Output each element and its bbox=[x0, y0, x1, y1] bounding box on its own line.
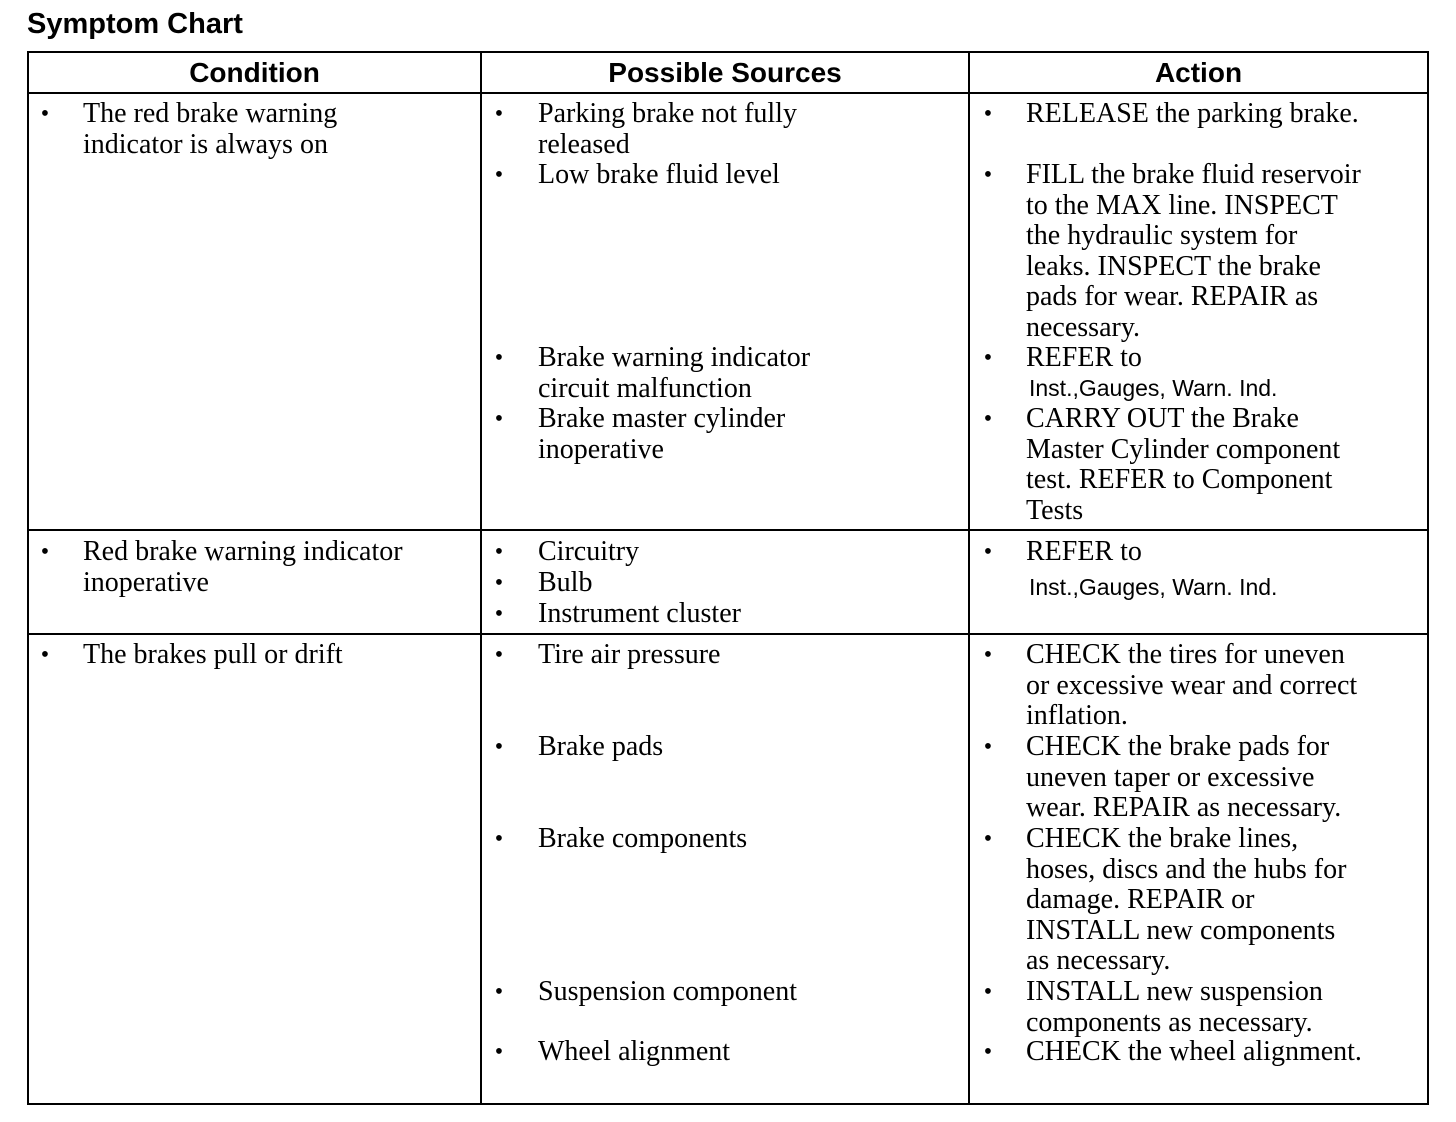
condition-cell: The red brake warning indicator is always on bbox=[83, 98, 338, 160]
bullet: • bbox=[983, 101, 993, 127]
source-item: Brake pads bbox=[538, 731, 664, 762]
action-item: REFER to bbox=[1026, 536, 1142, 567]
table-border-bottom bbox=[27, 1103, 1429, 1105]
action-item: INSTALL new suspension components as necessary. bbox=[1026, 976, 1323, 1038]
bullet: • bbox=[983, 826, 993, 852]
source-item: Bulb bbox=[538, 567, 593, 598]
bullet: • bbox=[983, 979, 993, 1005]
action-item: CHECK the wheel alignment. bbox=[1026, 1036, 1362, 1067]
table-border-right bbox=[1427, 51, 1429, 1105]
bullet: • bbox=[983, 642, 993, 668]
action-item: REFER to bbox=[1026, 342, 1142, 373]
bullet: • bbox=[983, 1039, 993, 1065]
bullet: • bbox=[494, 539, 504, 565]
condition-cell: Red brake warning indicator inoperative bbox=[83, 536, 403, 598]
source-item: Tire air pressure bbox=[538, 639, 721, 670]
action-item: FILL the brake fluid reservoir to the MAX line. INSPECT the hydraulic system for leaks. INSPECT the brake pads for wear. REPAIR as necessary. bbox=[1026, 159, 1361, 343]
row-divider bbox=[27, 633, 1429, 635]
bullet: • bbox=[983, 734, 993, 760]
bullet: • bbox=[494, 642, 504, 668]
bullet: • bbox=[494, 826, 504, 852]
reference-link[interactable]: Inst.,Gauges, Warn. Ind. bbox=[1029, 375, 1278, 401]
bullet: • bbox=[494, 406, 504, 432]
source-item: Circuitry bbox=[538, 536, 640, 567]
action-item: RELEASE the parking brake. bbox=[1026, 98, 1359, 129]
bullet: • bbox=[494, 979, 504, 1005]
row-divider bbox=[27, 529, 1429, 531]
bullet: • bbox=[40, 101, 50, 127]
action-item: CARRY OUT the Brake Master Cylinder component test. REFER to Component Tests bbox=[1026, 403, 1341, 526]
source-item: Instrument cluster bbox=[538, 598, 741, 629]
bullet: • bbox=[983, 406, 993, 432]
bullet: • bbox=[40, 642, 50, 668]
header-action: Action bbox=[1154, 57, 1243, 88]
bullet: • bbox=[494, 162, 504, 188]
bullet: • bbox=[494, 570, 504, 596]
source-item: Brake warning indicator circuit malfunction bbox=[538, 342, 811, 404]
page-title: Symptom Chart bbox=[27, 8, 243, 40]
table-border-left bbox=[27, 51, 29, 1105]
bullet: • bbox=[494, 345, 504, 371]
column-divider bbox=[968, 51, 970, 1105]
source-item: Wheel alignment bbox=[538, 1036, 731, 1067]
bullet: • bbox=[494, 101, 504, 127]
action-item: CHECK the tires for uneven or excessive wear and correct inflation. bbox=[1026, 639, 1358, 731]
source-item: Brake components bbox=[538, 823, 748, 854]
bullet: • bbox=[983, 162, 993, 188]
bullet: • bbox=[494, 601, 504, 627]
bullet: • bbox=[983, 539, 993, 565]
bullet: • bbox=[494, 734, 504, 760]
header-condition: Condition bbox=[189, 57, 320, 88]
source-item: Suspension component bbox=[538, 976, 797, 1007]
action-item: CHECK the brake pads for uneven taper or excessive wear. REPAIR as necessary. bbox=[1026, 731, 1342, 823]
bullet: • bbox=[983, 345, 993, 371]
reference-link[interactable]: Inst.,Gauges, Warn. Ind. bbox=[1029, 574, 1278, 600]
condition-cell: The brakes pull or drift bbox=[83, 639, 343, 670]
source-item: Parking brake not fully released bbox=[538, 98, 797, 160]
bullet: • bbox=[494, 1039, 504, 1065]
header-possible-sources: Possible Sources bbox=[608, 57, 842, 88]
header-divider bbox=[27, 92, 1429, 94]
source-item: Low brake fluid level bbox=[538, 159, 780, 190]
source-item: Brake master cylinder inoperative bbox=[538, 403, 786, 465]
column-divider bbox=[480, 51, 482, 1105]
action-item: CHECK the brake lines, hoses, discs and the hubs for damage. REPAIR or INSTALL new components as necessary. bbox=[1026, 823, 1347, 976]
bullet: • bbox=[40, 539, 50, 565]
